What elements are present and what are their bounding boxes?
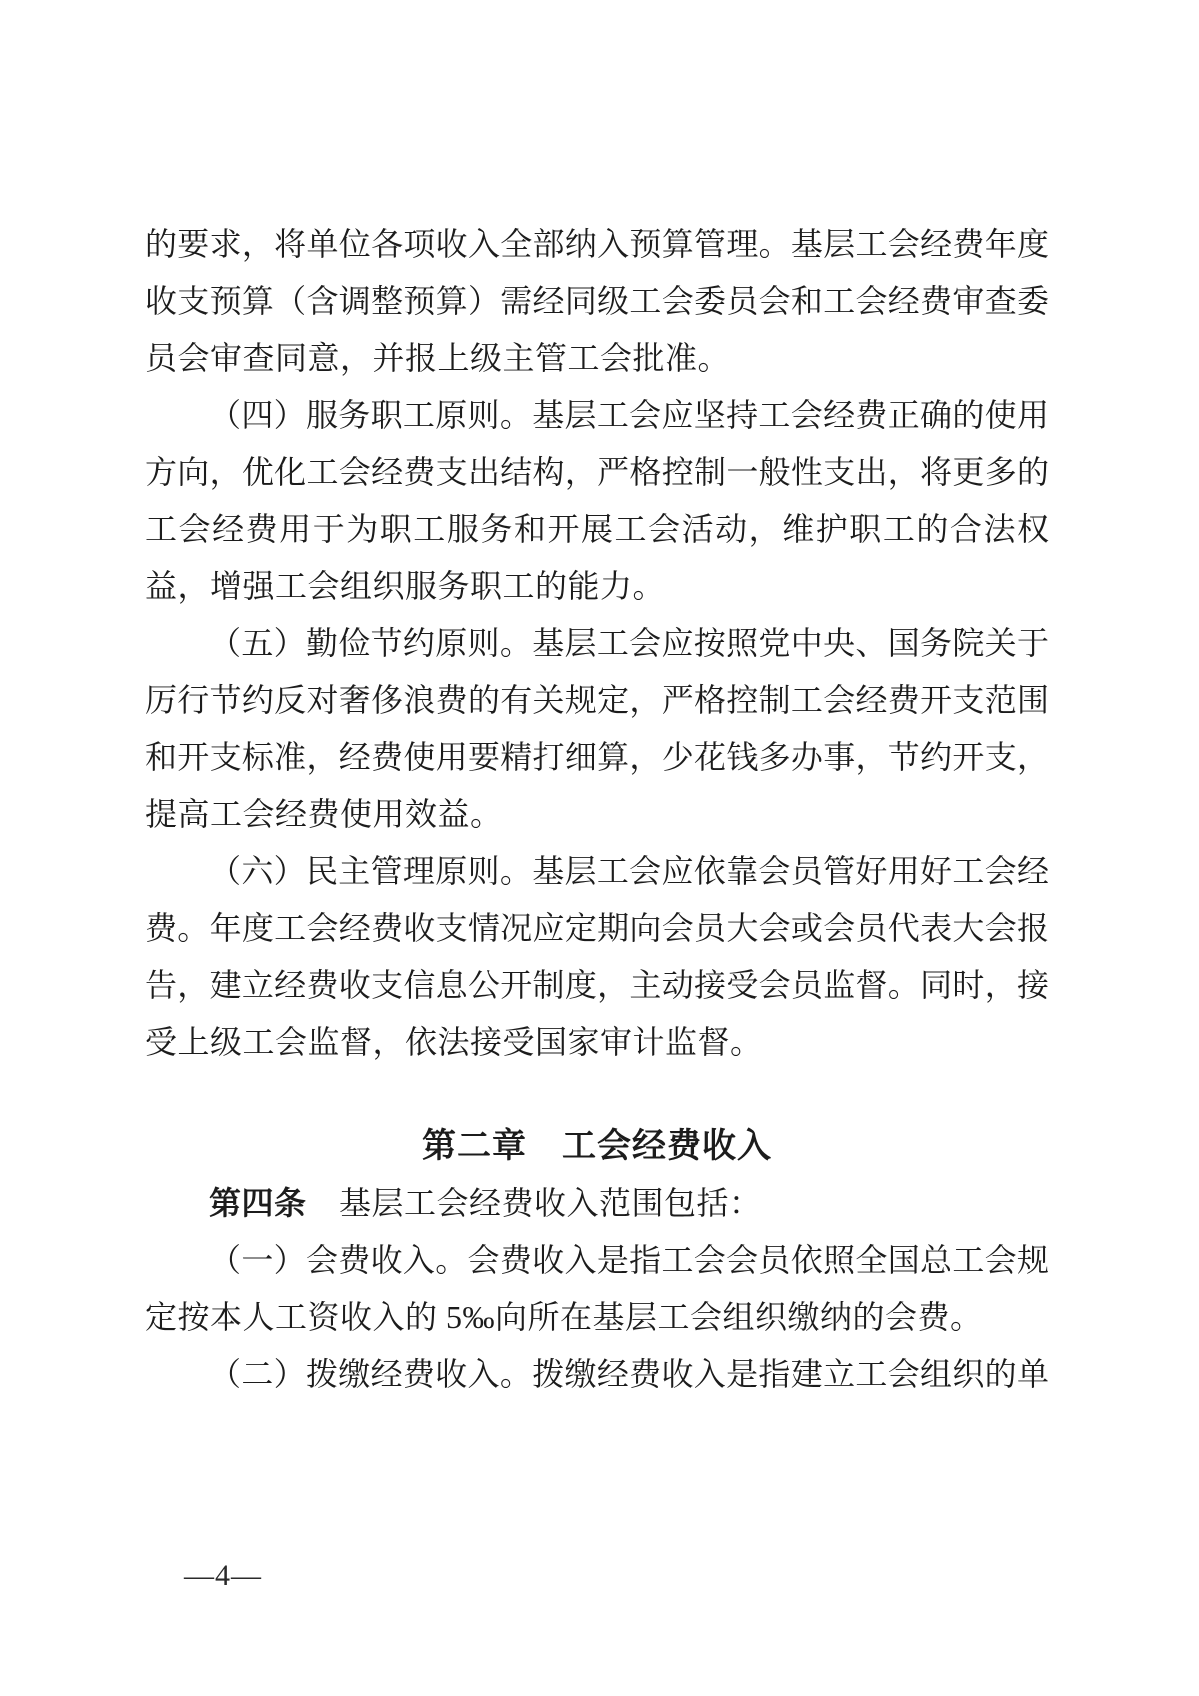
- text-line: 厉行节约反对奢侈浪费的有关规定，严格控制工会经费开支范围: [145, 682, 1049, 718]
- text-line: 的要求，将单位各项收入全部纳入预算管理。基层工会经费年度: [145, 226, 1049, 262]
- text-line: （一）会费收入。会费收入是指工会会员依照全国总工会规: [209, 1242, 1049, 1278]
- text-line: 定按本人工资收入的 5‰向所在基层工会组织缴纳的会费。: [145, 1299, 983, 1335]
- text-line: 提高工会经费使用效益。: [145, 796, 503, 832]
- text-line: 方向，优化工会经费支出结构，严格控制一般性支出，将更多的: [145, 454, 1049, 490]
- text-line: 和开支标准，经费使用要精打细算，少花钱多办事，节约开支，: [145, 739, 1049, 775]
- article-4-label: 第四条: [209, 1185, 307, 1221]
- text-line: 收支预算（含调整预算）需经同级工会委员会和工会经费审查委: [145, 283, 1049, 319]
- text-line: 告，建立经费收支信息公开制度，主动接受会员监督。同时，接: [145, 967, 1049, 1003]
- text-line: （四）服务职工原则。基层工会应坚持工会经费正确的使用: [209, 397, 1049, 433]
- text-line: 员会审查同意，并报上级主管工会批准。: [145, 340, 731, 376]
- text-line: （五）勤俭节约原则。基层工会应按照党中央、国务院关于: [209, 625, 1049, 661]
- text-line: 受上级工会监督，依法接受国家审计监督。: [145, 1024, 763, 1060]
- article-4-text: 基层工会经费收入范围包括：: [306, 1185, 762, 1221]
- page-number: —4—: [184, 1559, 262, 1592]
- text-line: （六）民主管理原则。基层工会应依靠会员管好用好工会经: [209, 853, 1049, 889]
- article-4-line: [145, 1175, 1049, 1232]
- page-body: [145, 216, 1049, 1403]
- text-line: （二）拨缴经费收入。拨缴经费收入是指建立工会组织的单: [209, 1356, 1049, 1392]
- text-line: 益，增强工会组织服务职工的能力。: [145, 568, 666, 604]
- chapter-heading: 第二章 工会经费收入: [422, 1127, 772, 1165]
- text-line: 费。年度工会经费收支情况应定期向会员大会或会员代表大会报: [145, 910, 1049, 946]
- text-line: 工会经费用于为职工服务和开展工会活动，维护职工的合法权: [145, 511, 1049, 547]
